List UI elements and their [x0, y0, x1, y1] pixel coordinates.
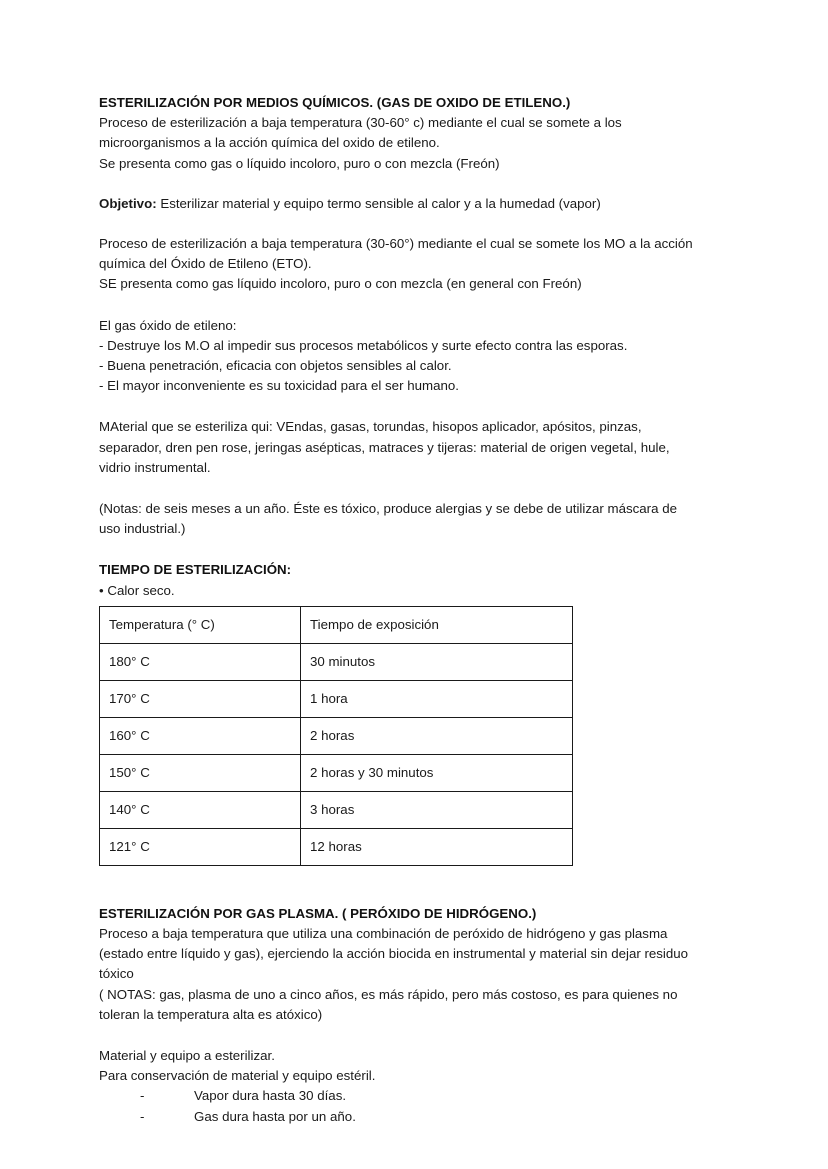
spacer [99, 174, 724, 194]
section-timing-heading: TIEMPO DE ESTERILIZACIÓN: [99, 562, 292, 578]
material-line-3: vidrio instrumental. [99, 459, 211, 475]
table-row [100, 791, 573, 828]
chemical-detail-line-1: Proceso de esterilización a baja temperatura (30-60°) mediante el cual se somete los MO a la acción [99, 236, 693, 252]
material-line-1: MAterial que se esteriliza qui: VEndas, gasas, torundas, hisopos aplicador, apósitos, pinzas, [99, 419, 642, 435]
chemical-objective-line [99, 194, 724, 214]
dash-marker-icon: - [140, 1088, 145, 1104]
section-chemical-sterilization [99, 93, 724, 539]
dash-item-label: Gas dura hasta por un año. [194, 1108, 356, 1124]
spacer [99, 295, 724, 316]
plasma-notes-line-1: ( NOTAS: gas, plasma de uno a cinco años, es más rápido, pero más costoso, es para quienes no [99, 986, 678, 1002]
section-plasma-heading: ESTERILIZACIÓN POR GAS PLASMA. ( PERÓXIDO DE HIDRÓGENO.) [99, 905, 537, 921]
section-chemical-heading: ESTERILIZACIÓN POR MEDIOS QUÍMICOS. (GAS DE OXIDO DE ETILENO.) [99, 95, 571, 110]
plasma-notes-line-2: toleran la temperatura alta es atóxico) [99, 1006, 323, 1022]
list-item [99, 1086, 724, 1106]
gas-point-3: - El mayor inconveniente es su toxicidad para el ser humano. [99, 378, 459, 394]
plasma-material-line-1: Material y equipo a esterilizar. [99, 1048, 275, 1064]
cell-temperature: 121° C [100, 828, 301, 865]
sterilization-timing-table [99, 606, 573, 866]
column-header-temperature: Temperatura (° C) [100, 606, 301, 643]
cell-temperature: 140° C [100, 791, 301, 828]
cell-exposure-time: 2 horas [301, 717, 573, 754]
chemical-intro-line-2: microorganismos a la acción química del oxido de etileno. [99, 135, 440, 151]
cell-temperature: 160° C [100, 717, 301, 754]
table-row [100, 828, 573, 865]
plasma-desc-line-2: (estado entre líquido y gas), ejerciendo la acción biocida en instrumental y material sin dejar residuo [99, 946, 689, 962]
timing-bullet-item [99, 581, 724, 601]
cell-exposure-time: 1 hora [301, 680, 573, 717]
table-header-row [100, 606, 573, 643]
objective-label: Objetivo: [99, 195, 157, 211]
cell-temperature: 150° C [100, 754, 301, 791]
document-content [99, 93, 724, 1127]
cell-temperature: 180° C [100, 643, 301, 680]
table-row [100, 680, 573, 717]
chemical-notes-line-2: uso industrial.) [99, 521, 186, 537]
cell-exposure-time: 2 horas y 30 minutos [301, 754, 573, 791]
gas-point-1: - Destruye los M.O al impedir sus procesos metabólicos y surte efecto contra las esporas. [99, 337, 628, 353]
spacer [99, 478, 724, 499]
dash-marker-icon: - [140, 1108, 145, 1124]
plasma-desc-line-1: Proceso a baja temperatura que utiliza una combinación de peróxido de hidrógeno y gas plasma [99, 926, 668, 942]
cell-exposure-time: 3 horas [301, 791, 573, 828]
spacer [99, 214, 724, 234]
bullet-marker-icon: • [99, 582, 104, 598]
cell-temperature: 170° C [100, 680, 301, 717]
chemical-detail-line-2: química del Óxido de Etileno (ETO). [99, 256, 312, 272]
chemical-intro-line-1: Proceso de esterilización a baja temperatura (30-60° c) mediante el cual se somete a los [99, 115, 622, 131]
spacer [99, 1025, 724, 1046]
gas-point-2: - Buena penetración, eficacia con objetos sensibles al calor. [99, 358, 452, 374]
objective-text: Esterilizar material y equipo termo sensible al calor y a la humedad (vapor) [156, 195, 601, 211]
spacer [99, 396, 724, 417]
chemical-intro-line-3: Se presenta como gas o líquido incoloro, puro o con mezcla (Freón) [99, 155, 500, 171]
cell-exposure-time: 12 horas [301, 828, 573, 865]
chemical-notes-line-1: (Notas: de seis meses a un año. Éste es tóxico, produce alergias y se debe de utilizar máscara de [99, 501, 677, 517]
column-header-exposure-time: Tiempo de exposición [301, 606, 573, 643]
spacer [99, 866, 724, 904]
dash-item-label: Vapor dura hasta 30 días. [194, 1088, 347, 1104]
gas-intro-line: El gas óxido de etileno: [99, 317, 237, 333]
material-line-2: separador, dren pen rose, jeringas asépticas, matraces y tijeras: material de origen vegetal, hule, [99, 439, 670, 455]
chemical-detail-line-3: SE presenta como gas líquido incoloro, puro o con mezcla (en general con Freón) [99, 276, 582, 292]
table-row [100, 717, 573, 754]
table-row [100, 754, 573, 791]
timing-table-wrapper [99, 606, 724, 866]
section-sterilization-timing [99, 560, 724, 865]
table-row [100, 643, 573, 680]
list-item [99, 1107, 724, 1127]
plasma-desc-line-3: tóxico [99, 966, 134, 982]
spacer [99, 539, 724, 560]
plasma-material-line-2: Para conservación de material y equipo estéril. [99, 1068, 376, 1084]
cell-exposure-time: 30 minutos [301, 643, 573, 680]
timing-bullet-label: Calor seco. [107, 582, 175, 598]
section-gas-plasma [99, 904, 724, 1127]
